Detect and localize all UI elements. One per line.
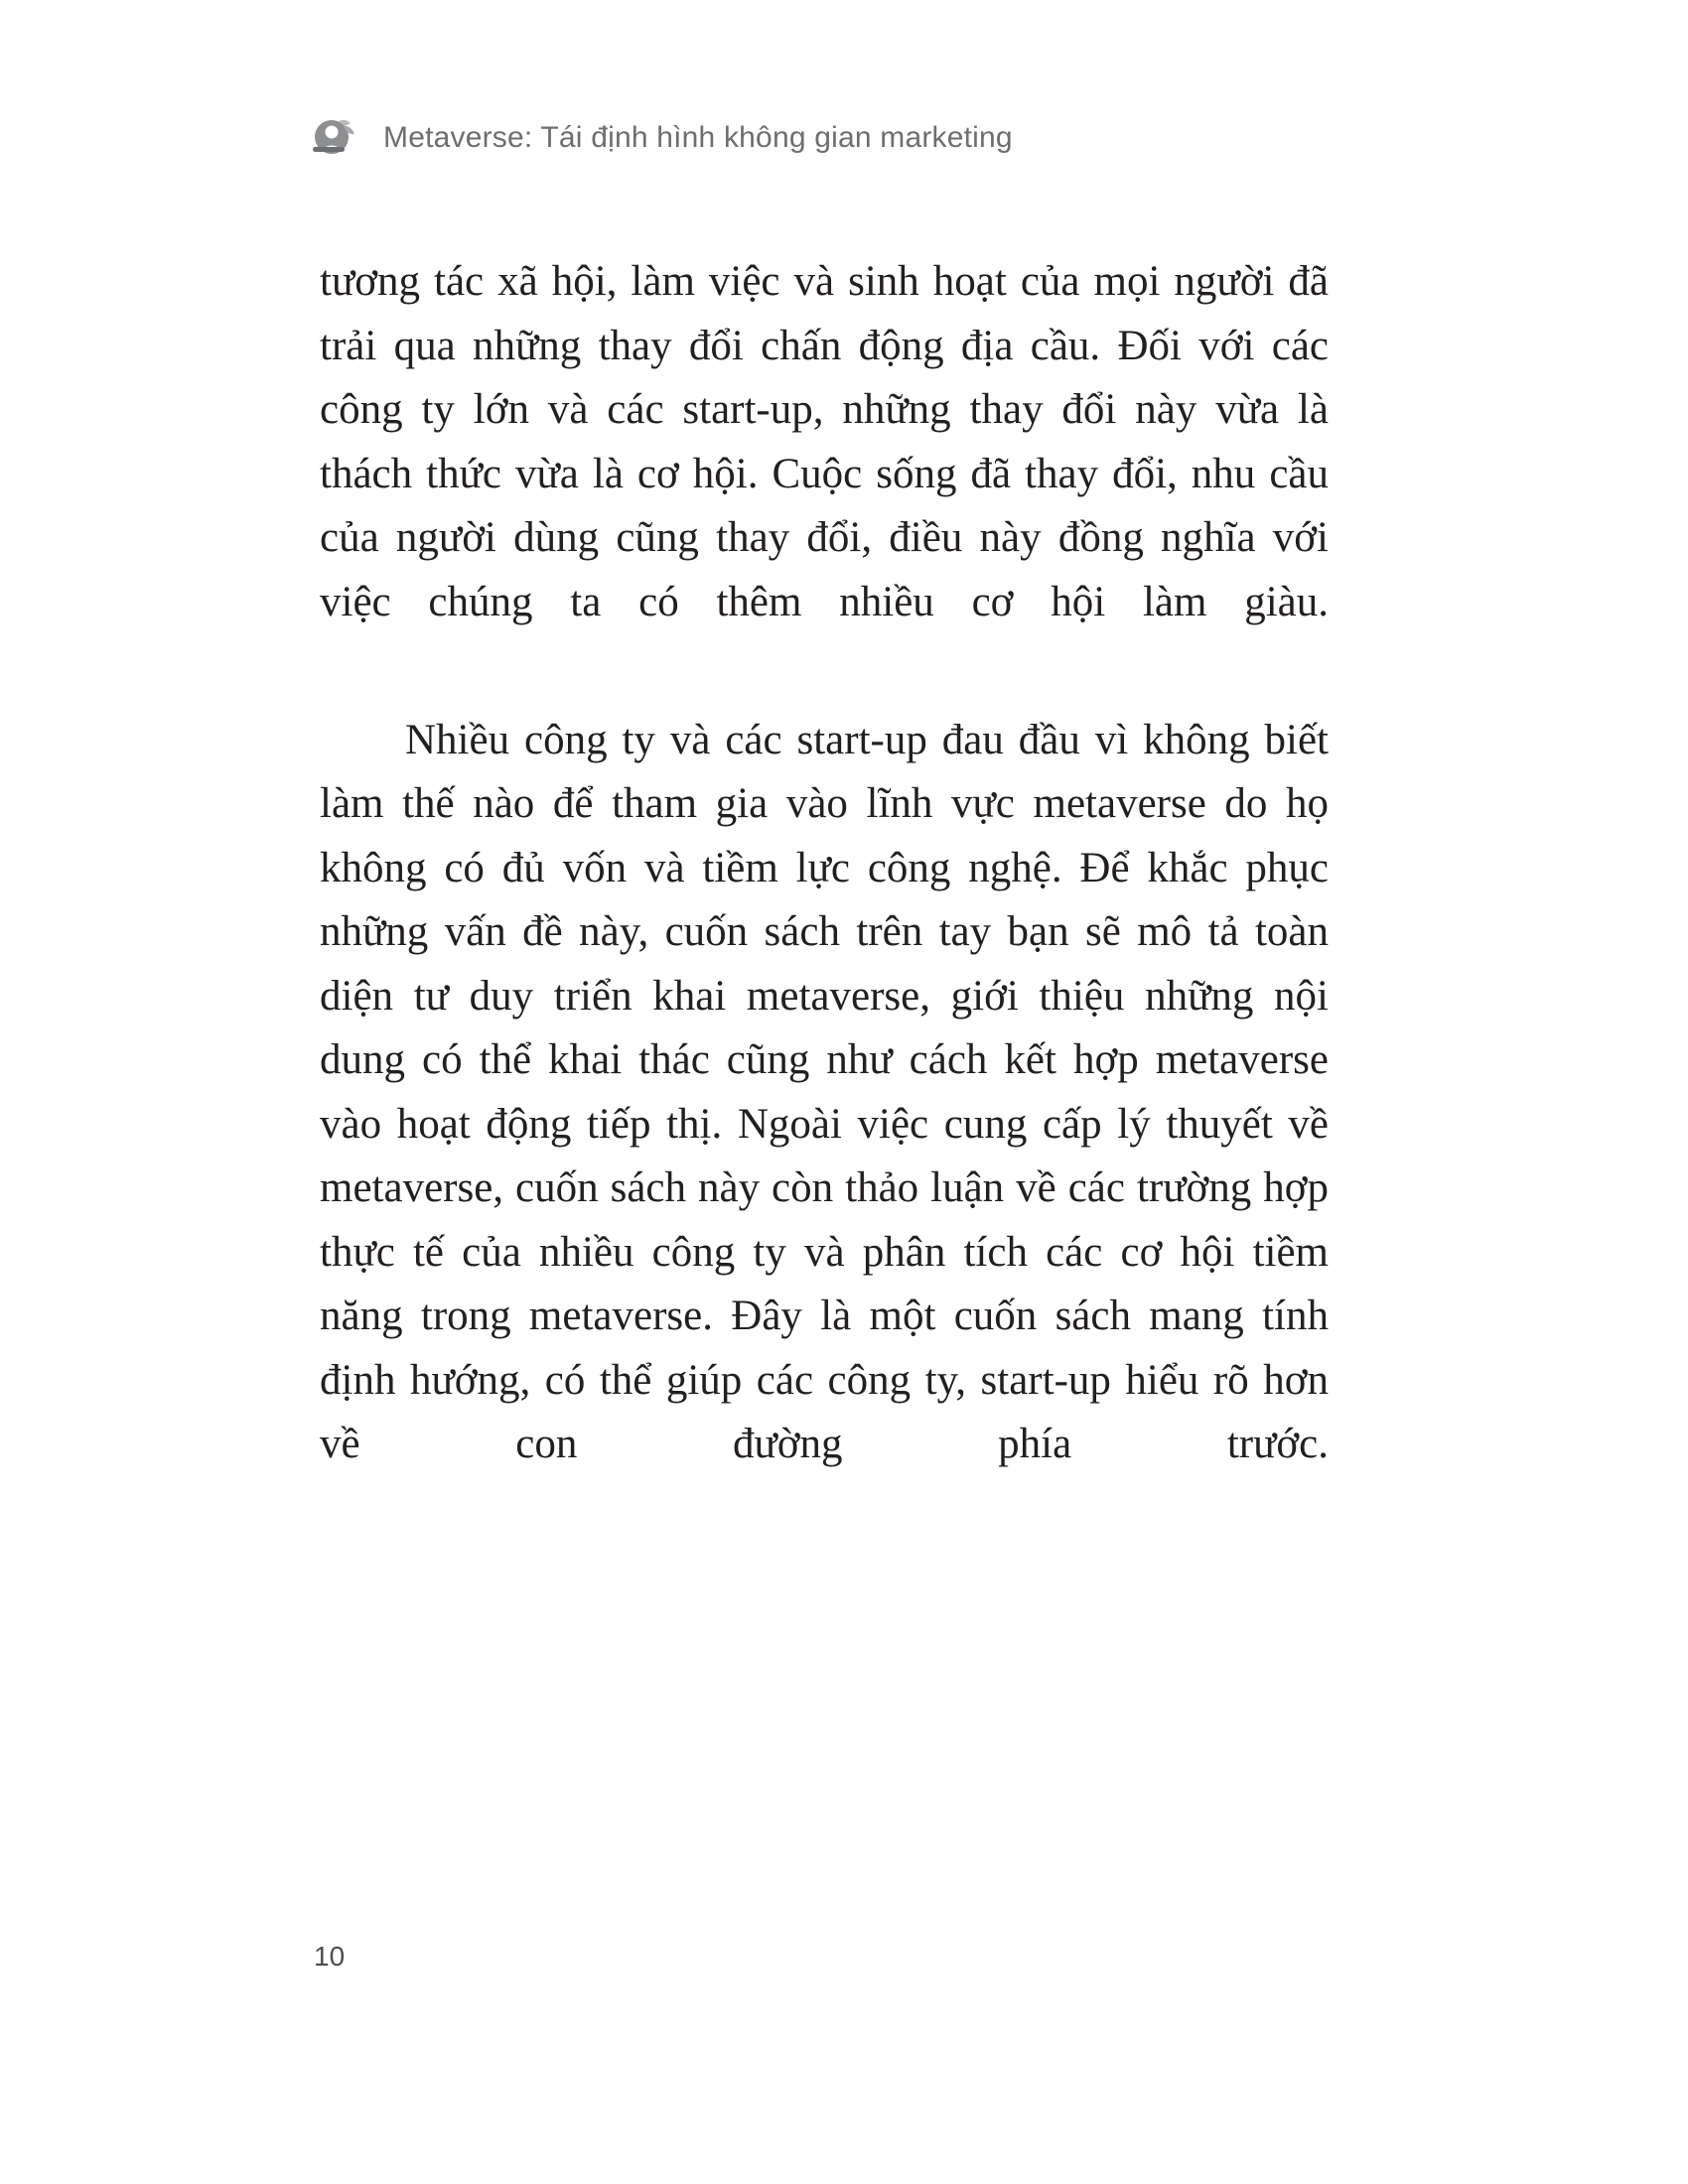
book-reader-mark-icon xyxy=(308,111,361,165)
header-title: Metaverse: Tái định hình không gian marketing xyxy=(383,121,1013,154)
body-text-column xyxy=(320,250,1329,1541)
paragraph: tương tác xã hội, làm việc và sinh hoạt của mọi người đã trải qua những thay đổi chấn động địa cầu. Đối với các công ty lớn và các start-up, những thay đổi này vừa là thách thức vừa là cơ hội. Cuộc sống đã thay đổi, nhu cầu của người dùng cũng thay đổi, điều này đồng nghĩa với việc chúng ta có thêm nhiều cơ hội làm giàu. xyxy=(320,258,1329,625)
page-number: 10 xyxy=(314,1941,346,1972)
running-header xyxy=(308,111,1013,165)
paragraph: Nhiều công ty và các start-up đau đầu vì không biết làm thế nào để tham gia vào lĩnh vực metaverse do họ không có đủ vốn và tiềm lực công nghệ. Để khắc phục những vấn đề này, cuốn sách trên tay bạn sẽ mô tả toàn diện tư duy triển khai metaverse, giới thiệu những nội dung có thể khai thác cũng như cách kết hợp metaverse vào hoạt động tiếp thị. Ngoài việc cung cấp lý thuyết về metaverse, cuốn sách này còn thảo luận về các trường hợp thực tế của nhiều công ty và phân tích các cơ hội tiềm năng trong metaverse. Đây là một cuốn sách mang tính định hướng, có thể giúp các công ty, start-up hiểu rõ hơn về con đường phía trước. xyxy=(320,716,1329,1467)
